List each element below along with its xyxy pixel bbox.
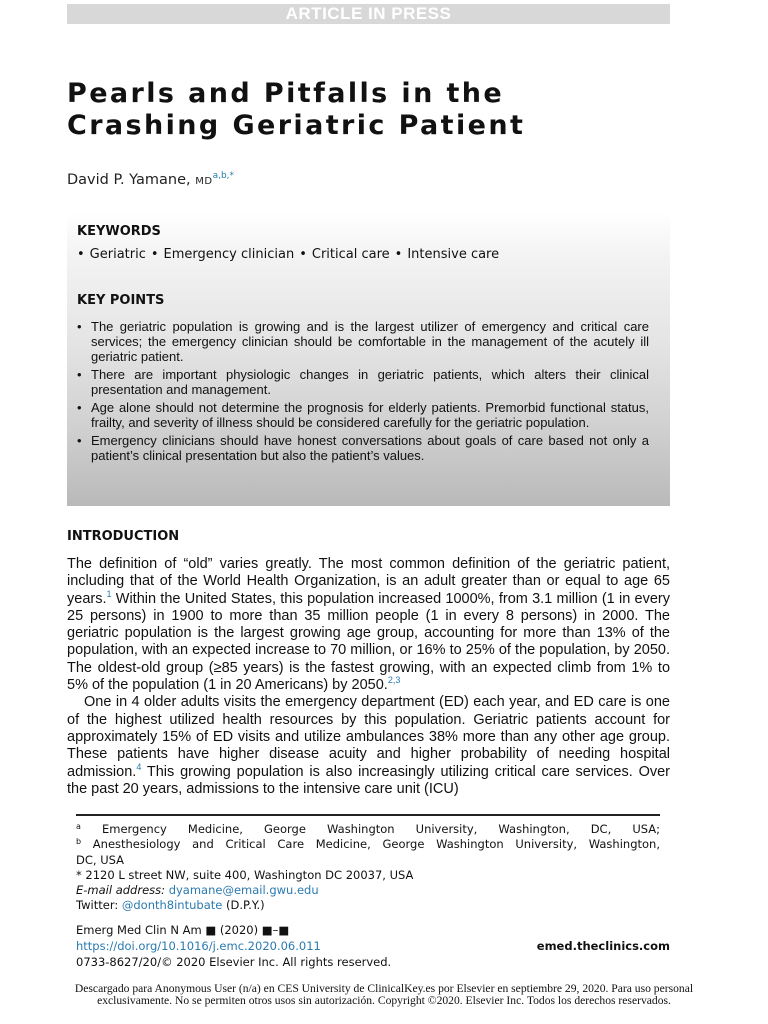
title-line-2: Crashing Geriatric Patient	[67, 110, 526, 141]
text-run: 85 years) is the fastest growing, with an expected climb from 1% to 5% of the population (1 in 20 Americans) by 2050.	[67, 659, 671, 694]
text-run: This growing population is also increasingly utilizing critical care services. Over the past 20 years, admissions to the intensive care unit (ICU)	[67, 763, 670, 797]
text-run: The definition of “old” varies greatly. The most common definition of the geriatric patient, including that of the World Health Organization, is an adult greater than or equal to age 65 years.	[67, 556, 670, 607]
doi-link[interactable]: https://doi.org/10.1016/j.emc.2020.06.011	[76, 939, 321, 953]
text-run: Within the United States, this population increased 1000%, from 3.1 million (1 in every 25 persons) in 1900 to more than 35 million people (1 in every 8 persons) in 2000. The geriatric population is the largest growing age group, accounting for more than 13% of the population, with an expected increase to 70 million, or 16% to 25% of the population, by 2050. The oldest-old group (	[67, 590, 670, 676]
footnotes	[76, 822, 660, 914]
author-line	[67, 172, 234, 188]
keywords-heading: KEYWORDS	[77, 224, 161, 239]
paragraph	[67, 694, 670, 798]
twitter-label: Twitter:	[76, 898, 119, 913]
key-point-item: • The geriatric population is growing and is the largest utilizer of emergency and critical care services; the emergency clinician should be comfortable in the management of the acutely ill geriatric patient.	[77, 319, 649, 364]
download-notice-line-2: exclusivamente. No se permiten otros usos sin autorización. Copyright ©2020. Elsevier Inc. Todos los derechos reservados.	[97, 994, 671, 1007]
title-line-1: Pearls and Pitfalls in the	[67, 78, 505, 109]
author-degree: MD	[195, 176, 213, 187]
keywords-list	[77, 247, 504, 262]
keyword-item: • Intensive care	[395, 247, 499, 262]
keyword-item: • Geriatric	[77, 247, 146, 262]
twitter-initials: (D.P.Y.)	[225, 898, 265, 913]
footnote-affiliation-a	[76, 822, 660, 837]
footnote-address: * 2120 L street NW, suite 400, Washington DC 20037, USA	[76, 867, 414, 882]
journal-info	[76, 922, 670, 970]
footnote-affiliation-b-cont: DC, USA	[76, 852, 124, 867]
footnote-affiliation-b	[76, 837, 660, 852]
article-in-press-banner: ARTICLE IN PRESS	[67, 4, 670, 24]
email-link[interactable]: dyamane@email.gwu.edu	[168, 883, 319, 898]
geq-symbol: ≥	[213, 659, 222, 676]
footnote-email	[76, 883, 660, 898]
key-point-item: • Age alone should not determine the prognosis for elderly patients. Premorbid functional status, frailty, and severity of illness should be considered carefully for the geriatric population.	[77, 400, 649, 430]
journal-citation: Emerg Med Clin N Am ■ (2020) ■–■	[76, 923, 290, 937]
keyword-item: • Critical care	[299, 247, 389, 262]
copyright-line: 0733-8627/20/© 2020 Elsevier Inc. All rights reserved.	[76, 955, 392, 969]
footnote-mark: b	[76, 837, 82, 847]
key-points-heading: KEY POINTS	[77, 293, 165, 308]
reference-link[interactable]: 2,3	[387, 675, 401, 686]
keyword-item: • Emergency clinician	[151, 247, 294, 262]
twitter-link[interactable]: @donth8intubate	[121, 898, 223, 913]
article-title	[67, 78, 687, 142]
download-notice-line-1: Descargado para Anonymous User (n/a) en CES University de ClinicalKey.es por Elsevier en septiembre 29, 2020. Para uso personal	[74, 982, 694, 995]
key-points-list	[77, 319, 649, 466]
introduction-body	[67, 556, 670, 798]
footnote-twitter	[76, 898, 660, 913]
keywords-keypoints-box	[67, 212, 670, 506]
footnote-divider	[76, 814, 660, 816]
journal-website[interactable]: emed.theclinics.com	[536, 939, 670, 953]
author-name: David P. Yamane,	[67, 172, 191, 188]
reference-link[interactable]: 4	[136, 761, 142, 772]
footnote-text: Emergency Medicine, George Washington University, Washington, DC, USA;	[80, 822, 660, 836]
text-run: One in 4 older adults visits the emergency department (ED) each year, and ED care is one of the highest utilized health resources by this population. Geriatric patients account for approximately 15% of ED visits and utilize ambulances 38% more than any other age group. These patients have higher disease acuity and higher probability of needing hospital admission.	[67, 694, 670, 780]
key-point-item: • There are important physiologic changes in geriatric patients, which alters their clinical presentation and management.	[77, 367, 649, 397]
reference-link[interactable]: 1	[106, 588, 112, 599]
introduction-heading: INTRODUCTION	[67, 529, 180, 544]
key-point-item: • Emergency clinicians should have honest conversations about goals of care based not only a patient’s clinical presentation but also the patient’s values.	[77, 433, 649, 463]
email-label: E-mail address:	[76, 883, 166, 898]
paragraph	[67, 556, 670, 694]
author-affiliation-marks[interactable]: a,b,*	[212, 171, 235, 181]
footnote-text: Anesthesiology and Critical Care Medicine, George Washington University, Washington,	[81, 837, 660, 852]
download-notice	[10, 983, 758, 1007]
footnote-mark: a	[76, 822, 81, 831]
